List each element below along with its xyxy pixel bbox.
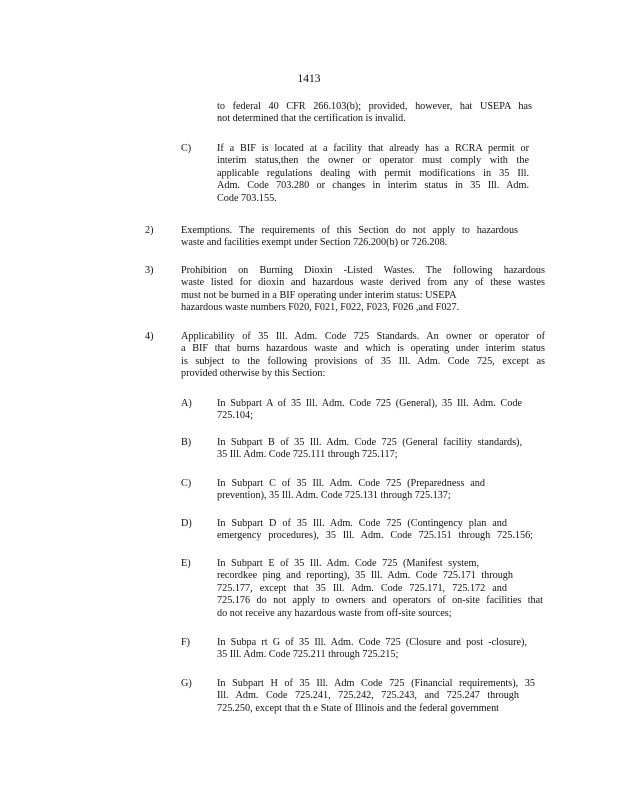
- text-line: In Subpart H of 35 Ill. Adm Code 725 (Financial requirements), 35: [217, 678, 535, 689]
- subitem-label-b: B): [181, 437, 192, 448]
- text-line: to federal 40 CFR 266.103(b); provided, however, hat USEPA has: [217, 101, 532, 112]
- text-line: Ill. Adm. Code 725.241, 725.242, 725.243, and 725.247 through: [217, 690, 519, 702]
- subitem-label-a: A): [181, 398, 192, 409]
- item-2-paragraph: [181, 225, 518, 250]
- subitem-c-paragraph: [217, 478, 485, 503]
- text-line: hazardous waste numbers F020, F021, F022, F023, F026 ,and F027.: [181, 302, 460, 314]
- subitem-d-paragraph: [217, 518, 533, 543]
- text-line: interim status,then the owner or operator must comply with the: [217, 155, 529, 167]
- text-line: applicable regulations dealing with permit modifications in 35 Ill.: [217, 167, 529, 179]
- text-line: not determined that the certification is invalid.: [217, 113, 406, 125]
- text-line: 35 Ill. Adm. Code 725.111 through 725.117;: [217, 449, 398, 461]
- text-line: 725.176 do not apply to owners and operators of on-site facilities that: [217, 595, 543, 607]
- text-line: 725.250, except that th e State of Illinois and the federal government: [217, 702, 499, 714]
- item-c-paragraph: [217, 143, 529, 205]
- text-line: In Subpa rt G of 35 Ill. Adm. Code 725 (Closure and post -closure),: [217, 637, 527, 648]
- text-line: 725.177, except that 35 Ill. Adm. Code 725.171, 725.172 and: [217, 582, 507, 594]
- subitem-a-paragraph: [217, 398, 522, 423]
- subitem-f-paragraph: [217, 637, 527, 662]
- text-line: a BIF that burns hazardous waste and which is operating under interim status: [181, 343, 545, 355]
- text-line: waste listed for dioxin and hazardous waste derived from any of these wastes: [181, 277, 545, 289]
- text-line: is subject to the following provisions of 35 Ill. Adm. Code 725, except as: [181, 355, 545, 367]
- item-label-3: 3): [145, 265, 154, 276]
- text-line: Code 703.155.: [217, 192, 277, 204]
- continuation-paragraph: [217, 101, 532, 126]
- text-line: emergency procedures), 35 Ill. Adm. Code 725.151 through 725.156;: [217, 530, 533, 542]
- item-4-paragraph: [181, 331, 545, 381]
- text-line: 35 Ill. Adm. Code 725.211 through 725.215;: [217, 649, 399, 661]
- text-line: In Subpart A of 35 Ill. Adm. Code 725 (General), 35 Ill. Adm. Code: [217, 398, 522, 409]
- text-line: If a BIF is located at a facility that already has a RCRA permit or: [217, 143, 529, 154]
- text-line: provided otherwise by this Section:: [181, 368, 326, 380]
- text-line: Prohibition on Burning Dioxin -Listed Wastes. The following hazardous: [181, 265, 545, 276]
- subitem-b-paragraph: [217, 437, 522, 462]
- subitem-g-paragraph: [217, 678, 535, 715]
- text-line: Applicability of 35 Ill. Adm. Code 725 Standards. An owner or operator of: [181, 331, 545, 342]
- text-line: waste and facilities exempt under Section 726.200(b) or 726.208.: [181, 237, 448, 249]
- text-line: In Subpart D of 35 Ill. Adm. Code 725 (Contingency plan and: [217, 518, 507, 529]
- item-label-2: 2): [145, 225, 154, 236]
- text-line: In Subpart B of 35 Ill. Adm. Code 725 (General facility standards),: [217, 437, 522, 448]
- subitem-label-d: D): [181, 518, 192, 529]
- item-label-c: C): [181, 143, 192, 154]
- text-line: recordkee ping and reporting), 35 Ill. Adm. Code 725.171 through: [217, 570, 513, 582]
- text-line: prevention), 35 Ill. Adm. Code 725.131 through 725.137;: [217, 490, 451, 502]
- item-label-4: 4): [145, 331, 154, 342]
- text-line: do not receive any hazardous waste from off-site sources;: [217, 607, 452, 619]
- item-3-paragraph: [181, 265, 545, 315]
- subitem-label-e: E): [181, 558, 191, 569]
- page-number: 1413: [297, 73, 321, 85]
- subitem-e-paragraph: [217, 558, 543, 620]
- text-line: 725.104;: [217, 410, 253, 422]
- text-line: Exemptions. The requirements of this Section do not apply to hazardous: [181, 225, 518, 236]
- text-line: must not be burned in a BIF operating under interim status: USEPA: [181, 289, 457, 301]
- text-line: Adm. Code 703.280 or changes in interim status in 35 Ill. Adm.: [217, 180, 529, 192]
- subitem-label-f: F): [181, 637, 191, 648]
- text-line: In Subpart E of 35 Ill. Adm. Code 725 (Manifest system,: [217, 558, 479, 569]
- subitem-label-c: C): [181, 478, 192, 489]
- subitem-label-g: G): [181, 678, 192, 689]
- text-line: In Subpart C of 35 Ill. Adm. Code 725 (Preparedness and: [217, 478, 485, 489]
